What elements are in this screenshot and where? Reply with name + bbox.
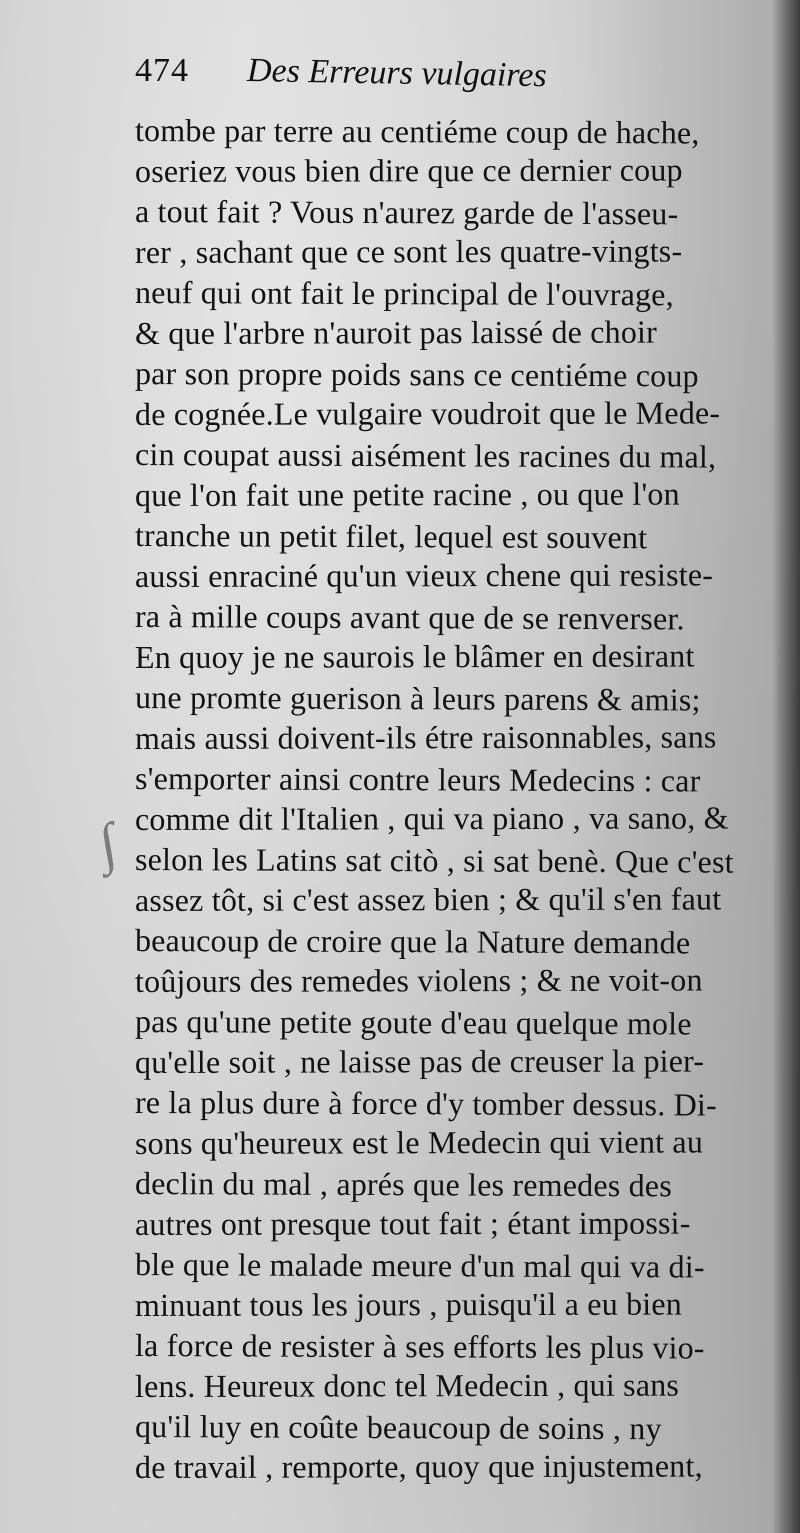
text-line: En quoy je ne saurois le blâmer en desirant bbox=[134, 637, 695, 675]
text-line: tranche un petit filet, lequel est souvent bbox=[134, 517, 648, 556]
text-line: pas qu'une petite goute d'eau quelque mole bbox=[134, 1003, 692, 1042]
text-line: qu'il luy en coûte beaucoup de soins , ny bbox=[134, 1408, 662, 1447]
text-line: lens. Heureux donc tel Medecin , qui sans bbox=[134, 1366, 680, 1404]
page-gutter-shadow bbox=[772, 0, 800, 1533]
margin-mark: ∫ bbox=[94, 812, 121, 876]
text-line: neuf qui ont fait le principal de l'ouvrage, bbox=[134, 274, 674, 313]
text-line: aussi enraciné qu'un vieux chene qui resiste- bbox=[134, 555, 714, 594]
text-line: declin du mal , aprés que les remedes des bbox=[134, 1165, 672, 1204]
text-line: re la plus dure à force d'y tomber dessus. Di- bbox=[134, 1084, 717, 1123]
text-line: autres ont presque tout fait ; étant impossi- bbox=[134, 1204, 691, 1242]
text-line: oseriez vous bien dire que ce dernier coup bbox=[134, 151, 683, 189]
text-line: comme dit l'Italien , qui va piano , va sano, & bbox=[134, 798, 729, 837]
text-line: beaucoup de croire que la Nature demande bbox=[134, 922, 691, 961]
text-line: qu'elle soit , ne laisse pas de creuser la pier- bbox=[134, 1042, 705, 1080]
text-line: ra à mille coups avant que de se renverser. bbox=[134, 598, 685, 637]
text-line: de travail , remporte, quoy que injustement, bbox=[134, 1447, 703, 1485]
text-line: a tout fait ? Vous n'aurez garde de l'asseu- bbox=[134, 193, 679, 232]
page-text bbox=[135, 110, 765, 1487]
text-line: selon les Latins sat citò , si sat benè. Que c'est bbox=[134, 841, 734, 880]
text-line: de cognée.Le vulgaire voudroit que le Mede- bbox=[134, 393, 721, 432]
text-line: sons qu'heureux est le Medecin qui vient au bbox=[134, 1123, 704, 1161]
text-line: une promte guerison à leurs parens & amis; bbox=[134, 679, 701, 718]
text-line: minuant tous les jours , puisqu'il a eu bien bbox=[134, 1285, 683, 1323]
running-title: Des Erreurs vulgaires bbox=[246, 52, 547, 95]
text-line: cin coupat aussi aisément les racines du mal, bbox=[134, 436, 717, 475]
text-line: tombe par terre au centiéme coup de hache, bbox=[134, 112, 700, 151]
text-line: & que l'arbre n'auroit pas laissé de choir bbox=[134, 313, 658, 351]
text-line: que l'on fait une petite racine , ou que l'on bbox=[134, 475, 680, 513]
text-line: ble que le malade meure d'un mal qui va di- bbox=[134, 1246, 705, 1285]
page-number: 474 bbox=[135, 52, 189, 89]
text-line: rer , sachant que ce sont les quatre-vingts- bbox=[134, 232, 683, 270]
text-line: mais aussi doivent-ils étre raisonnables, sans bbox=[134, 717, 717, 756]
text-line: s'emporter ainsi contre leurs Medecins : car bbox=[134, 760, 701, 799]
text-line: assez tôt, si c'est assez bien ; & qu'il s'en faut bbox=[134, 879, 722, 918]
text-line: la force de resister à ses efforts les plus vio- bbox=[134, 1327, 705, 1366]
running-header bbox=[135, 52, 755, 112]
text-line: par son propre poids sans ce centiéme coup bbox=[134, 355, 699, 394]
text-line: toûjours des remedes violens ; & ne voit-on bbox=[134, 961, 703, 999]
